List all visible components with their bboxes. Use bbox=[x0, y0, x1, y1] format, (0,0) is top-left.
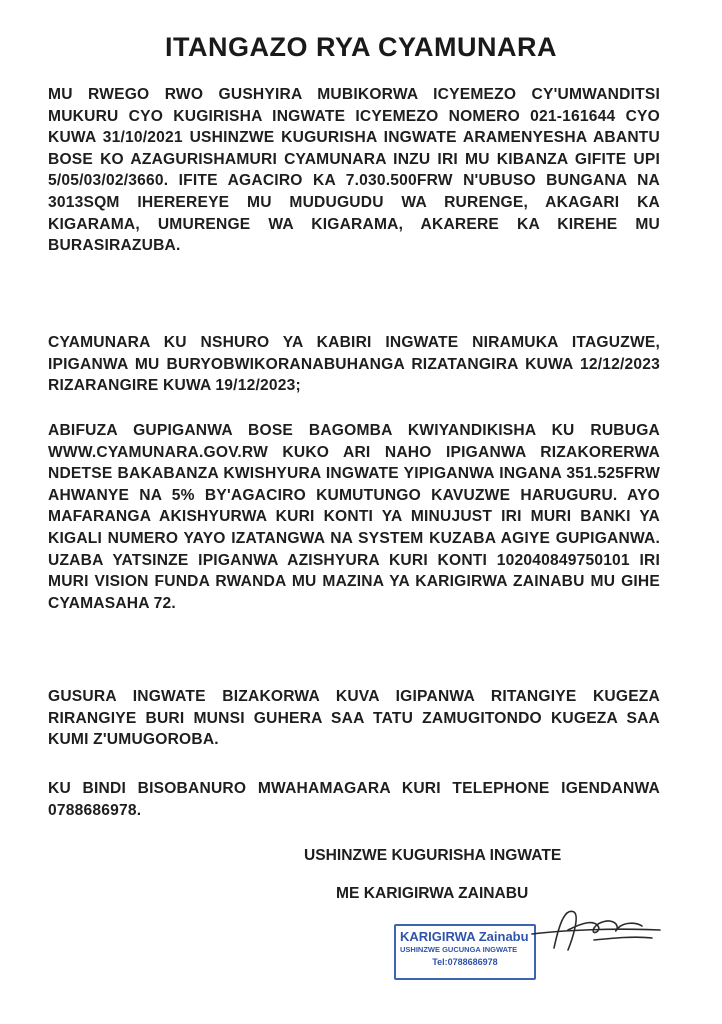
paragraph-auction-dates: CYAMUNARA KU NSHURO YA KABIRI INGWATE NIRAMUKA ITAGUZWE, IPIGANWA MU BURYOBWIKORANABUHANGA RIZATANGIRA KUWA 12/12/2023 RIZARANGIRE KUWA 19/12/2023; bbox=[48, 334, 660, 395]
signatory-role: USHINZWE KUGURISHA INGWATE bbox=[304, 847, 562, 864]
document-title: ITANGAZO RYA CYAMUNARA bbox=[164, 32, 558, 62]
paragraph-visits: GUSURA INGWATE BIZAKORWA KUVA IGIPANWA RITANGIYE KUGEZA RIRANGIYE BURI MUNSI GUHERA SAA TATU ZAMUGITONDO KUGEZA SAA KUMI Z'UMUGOROBA. bbox=[48, 688, 660, 749]
stamp-name: KARIGIRWA Zainabu bbox=[400, 929, 529, 944]
stamp-telephone: Tel:0788686978 bbox=[432, 957, 498, 967]
stamp-role: USHINZWE GUCUNGA INGWATE bbox=[400, 945, 518, 954]
paragraph-announcement: MU RWEGO RWO GUSHYIRA MUBIKORWA ICYEMEZO CY'UMWANDITSI MUKURU CYO KUGIRISHA INGWATE ICYEMEZO NOMERO 021-161644 CYO KUWA 31/10/2021 USHINZWE KUGURISHA INGWATE ARAMENYESHA ABANTU BOSE KO AZAGURISHAMURI CYAMUNARA INZU IRI MU KIBANZA GIFITE UPI 5/05/03/02/3660. IFITE AGACIRO KA 7.030.500FRW N'UBUSO BUNGANA NA 3013SQM IHEREREYE MU MUDUGUDU WA RURENGE, AKAGARI KA KIGARAMA, UMURENGE WA KIGARAMA, AKARERE KA KIREHE MU BURASIRAZUBA. bbox=[48, 86, 660, 255]
paragraph-registration: ABIFUZA GUPIGANWA BOSE BAGOMBA KWIYANDIKISHA KU RUBUGA WWW.CYAMUNARA.GOV.RW KUKO ARI NAHO IPIGANWA RIZAKORERWA NDETSE BAKABANZA KWISHYURA INGWATE YIPIGANWA INGANA 351.525FRW AHWANYE NA 5% BY'AGACIRO KUMUTUNGO KAVUZWE HARUGURU. AYO MAFARANGA AKISHYURWA KURI KONTI YA MINUJUST IRI MURI BANKI YA KIGALI NUMERO YAYO IZATANGWA NA SYSTEM KUZABA AGIYE GUPIGANWA. UZABA YATSINZE IPIGANWA AZISHYURA KURI KONTI 102040849750101 IRI MURI VISION FUNDA RWANDA MU MAZINA YA KARIGIRWA ZAINABU MU GIHE CYAMASAHA 72. bbox=[48, 422, 660, 612]
handwritten-signature bbox=[524, 900, 664, 960]
paragraph-contact: KU BINDI BISOBANURO MWAHAMAGARA KURI TELEPHONE IGENDANWA 0788686978. bbox=[48, 780, 660, 819]
official-stamp bbox=[394, 924, 536, 980]
signatory-name: ME KARIGIRWA ZAINABU bbox=[336, 885, 529, 902]
